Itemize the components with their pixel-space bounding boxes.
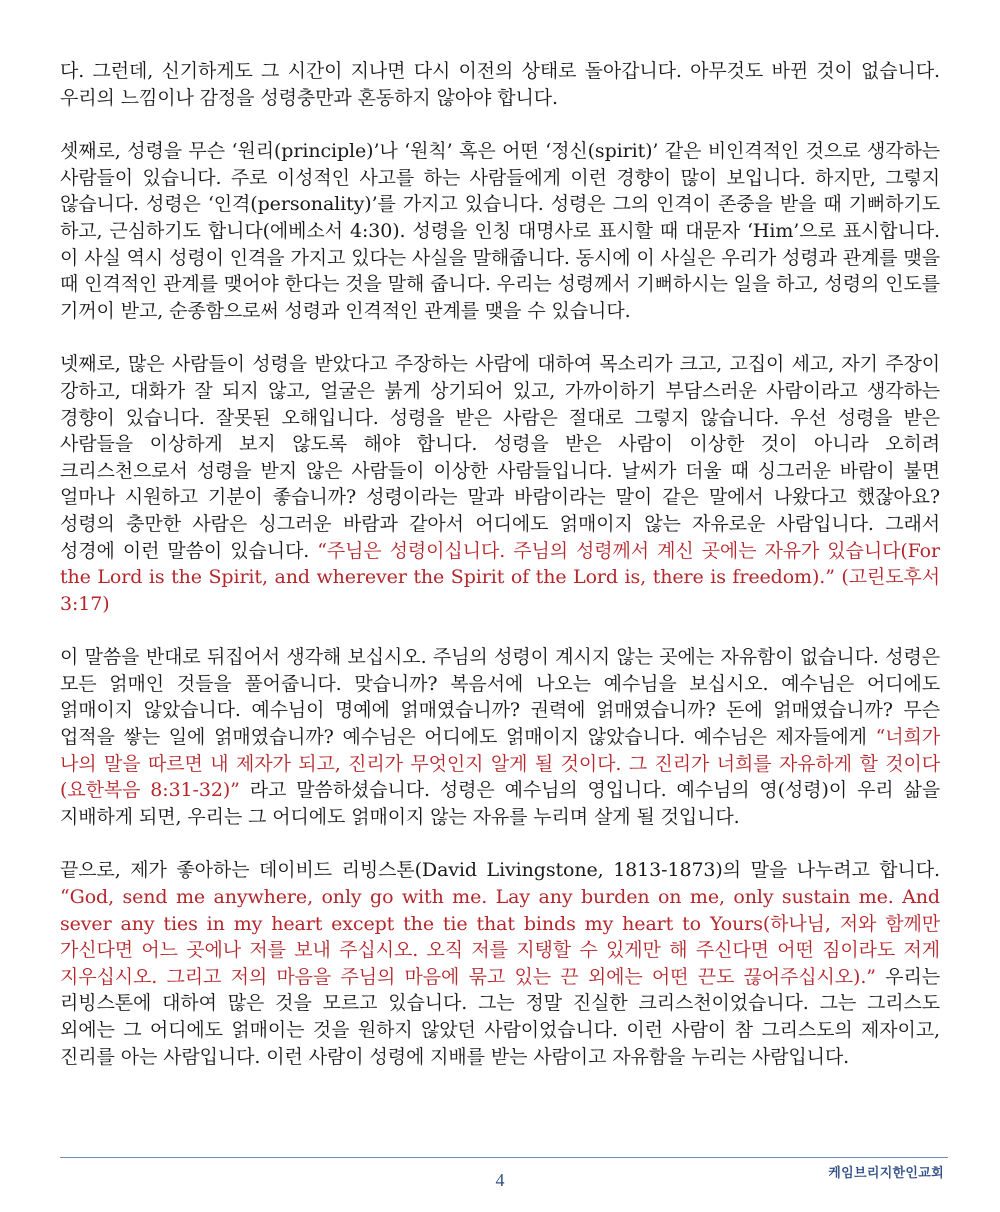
- text-segment: 라고 말씀하셨습니다. 성령은 예수님의 영입니다. 예수님의 영(성령)이 우리 삶을 지배하게 되면, 우리는 그 어디에도 얽매이지 않는 자유를 누리며 살게 될 것입니다.: [60, 779, 940, 828]
- scripture-quote: “주님은 성령이십니다. 주님의 성령께서 계신 곳에는 자유가 있습니다(For the Lord is the Spirit, and wherever the Spirit of the Lord is, there is freedom).” (고린도후서 3:17): [60, 539, 941, 615]
- text-segment: 넷째로, 많은 사람들이 성령을 받았다고 주장하는 사람에 대하여 목소리가 크고, 고집이 세고, 자기 주장이 강하고, 대화가 잘 되지 않고, 얼굴은 붉게 상기되어 있고, 가까이하기 부담스러운 사람이라고 생각하는 경향이 있습니다. 잘못된 오해입니다. 성령을 받은 사람은 절대로 그렇지 않습니다. 우선 성령을 받은 사람들을 이상하게 보지 않도록 해야 합니다. 성령을 받은 사람이 이상한 것이 아니라 오히려 크리스천으로서 성령을 받지 않은 사람들이 이상한 사람들입니다. 날씨가 더울 때 싱그러운 바람이 불면 얼마나 시원하고 기분이 좋습니까? 성령이라는 말과 바람이라는 말이 같은 말에서 나왔다고 했잖아요? 성령의 충만한 사람은 싱그러운 바람과 같아서 어디에도 얽매이지 않는 자유로운 사람입니다. 그래서 성경에 이런 말씀이 있습니다.: [60, 353, 940, 562]
- paragraph-conclusion: [60, 857, 940, 1070]
- livingstone-quote: “God, send me anywhere, only go with me. Lay any burden on me, only sustain me. And sever any ties in my heart except the tie that binds my heart to Yours(하나님, 저와 함께만 가신다면 어느 곳에나 저를 보내 주십시오. 오직 저를 지탱할 수 있게만 해 주신다면 어떤 짐이라도 저게 지우십시오. 그리고 저의 마음을 주님의 마음에 묶고 있는 끈 외에는 어떤 끈도 끊어주십시오).”: [60, 886, 940, 988]
- page-number: 4: [495, 1170, 505, 1190]
- body-text: [60, 58, 940, 1070]
- text-segment: 끝으로, 제가 좋아하는 데이비드 리빙스톤(David Livingstone, 1813-1873)의 말을 나누려고 합니다.: [60, 859, 940, 882]
- text-segment: 셋째로, 성령을 무슨 ‘원리(principle)’나 ‘원칙’ 혹은 어떤 ‘정신(spirit)’ 같은 비인격적인 것으로 생각하는 사람들이 있습니다. 주로 이성적인 사고를 하는 사람들에게 이런 경향이 많이 보입니다. 하지만, 그렇지 않습니다. 성령은 ‘인격(personality)’를 가지고 있습니다. 성령은 그의 인격이 존중을 받을 때 기뻐하기도 하고, 근심하기도 합니다(에베소서 4:30). 성령을 인칭 대명사로 표시할 때 대문자 ‘Him’으로 표시합니다. 이 사실 역시 성령이 인격을 가지고 있다는 사실을 말해줍니다. 동시에 이 사실은 우리가 성령과 관계를 맺을 때 인격적인 관계를 맺어야 한다는 것을 말해 줍니다. 우리는 성령께서 기뻐하시는 일을 하고, 성령의 인도를 기꺼이 받고, 순종함으로써 성령과 인격적인 관계를 맺을 수 있습니다.: [60, 140, 940, 322]
- paragraph-fourth-point: [60, 351, 940, 617]
- text-segment: 이 말씀을 반대로 뒤집어서 생각해 보십시오. 주님의 성령이 계시지 않는 곳에는 자유함이 없습니다. 성령은 모든 얽매인 것들을 풀어줍니다. 맞습니까? 복음서에 나오는 예수님을 보십시오. 예수님은 어디에도 얽매이지 않았습니다. 예수님이 명예에 얽매였습니까? 권력에 얽매였습니까? 돈에 얽매였습니까? 무슨 업적을 쌓는 일에 얽매였습니까? 예수님은 어디에도 얽매이지 않았습니다. 예수님은 제자들에게: [60, 646, 940, 749]
- footer-divider: [60, 1157, 948, 1158]
- text-segment: 우리는 리빙스톤에 대하여 많은 것을 모르고 있습니다. 그는 정말 진실한 크리스천이었습니다. 그는 그리스도 외에는 그 어디에도 얽매이는 것을 원하지 않았던 사람이었습니다. 이런 사람이 참 그리스도의 제자이고, 진리를 아는 사람입니다. 이런 사람이 성령에 지배를 받는 사람이고 자유함을 누리는 사람입니다.: [60, 965, 941, 1068]
- paragraph-reflection: [60, 644, 940, 830]
- scripture-quote: “너희가 나의 말을 따르면 내 제자가 되고, 진리가 무엇인지 알게 될 것이다. 그 진리가 너희를 자유하게 할 것이다(요한복음 8:31-32)”: [60, 726, 940, 802]
- paragraph-intro-continuation: [60, 58, 940, 111]
- paragraph-third-point: [60, 138, 940, 324]
- text-segment: 다. 그런데, 신기하게도 그 시간이 지나면 다시 이전의 상태로 돌아갑니다. 아무것도 바뀐 것이 없습니다. 우리의 느낌이나 감정을 성령충만과 혼동하지 않아야 합니다.: [60, 60, 940, 109]
- church-name: 케임브리지한인교회: [828, 1166, 944, 1181]
